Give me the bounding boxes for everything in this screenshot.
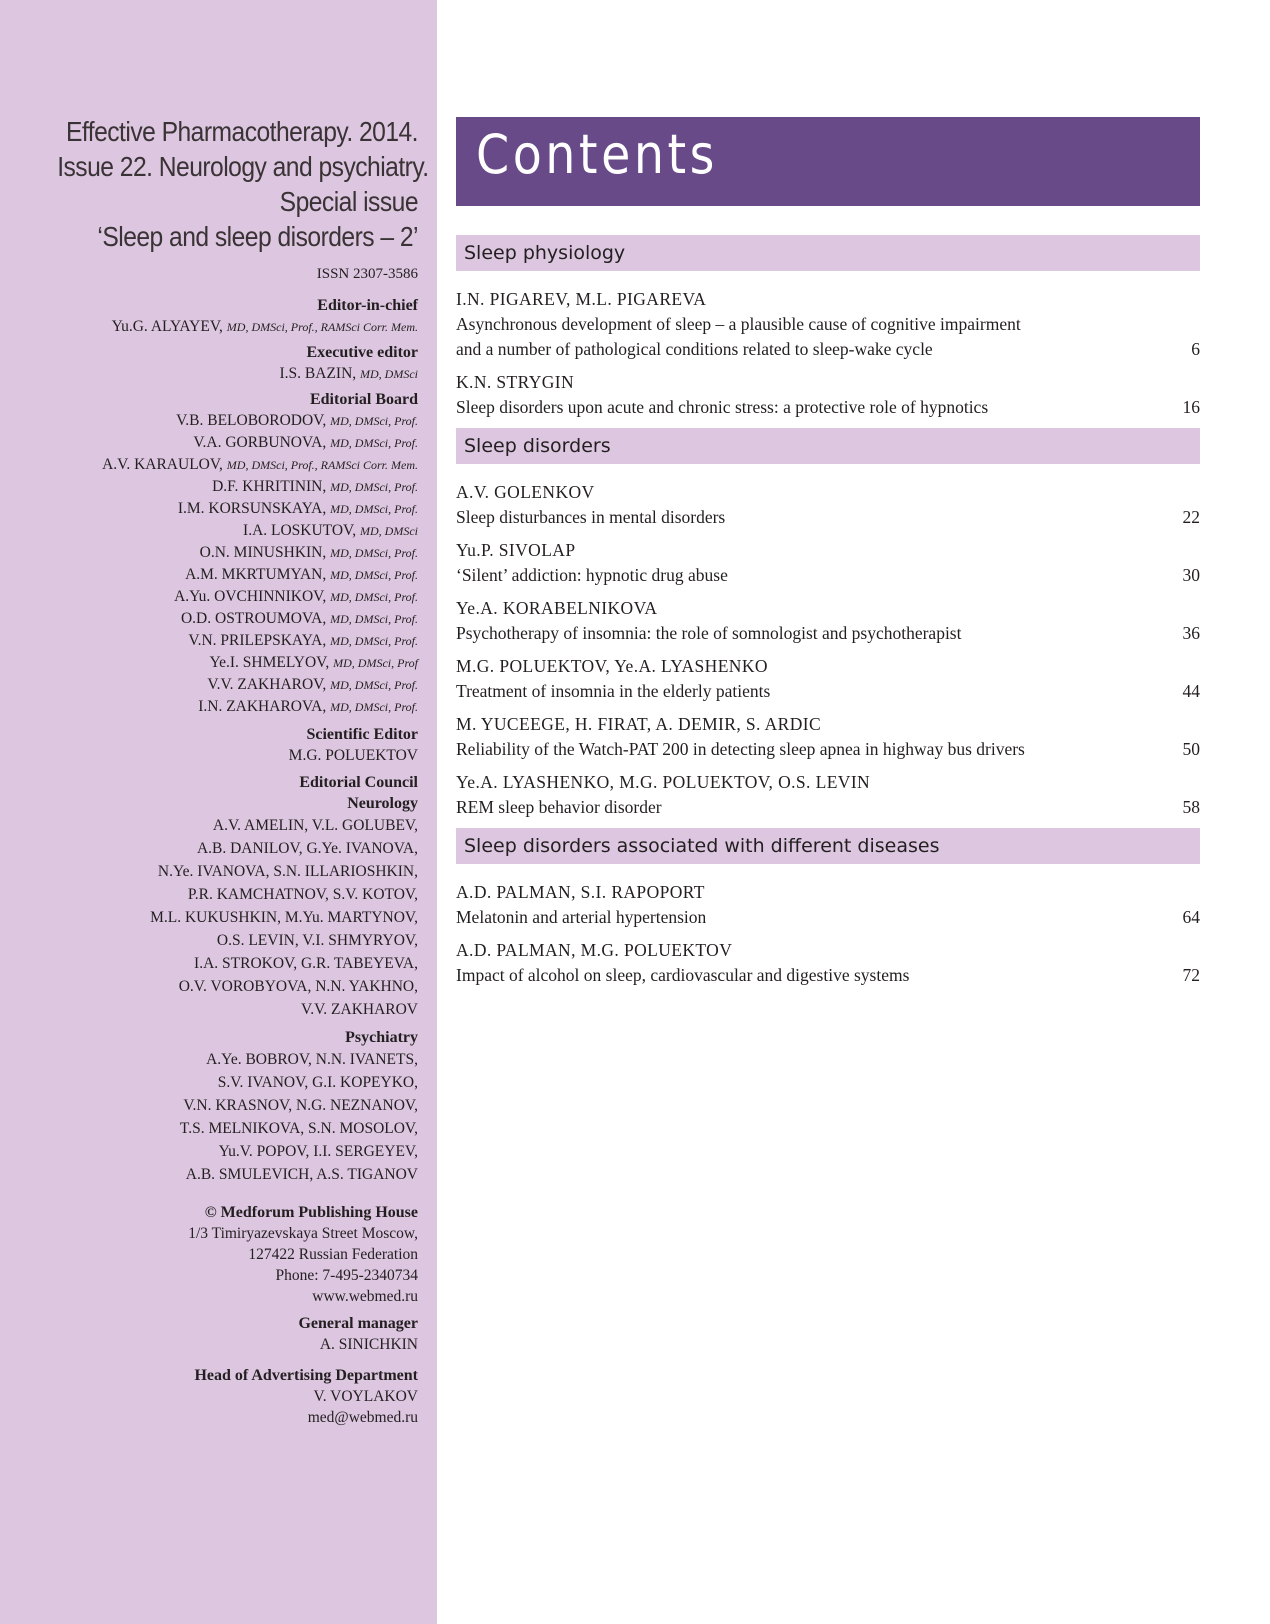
publisher-details bbox=[8, 1223, 418, 1307]
entry-page-number: 58 bbox=[1182, 797, 1200, 817]
advertising-line: med@webmed.ru bbox=[307, 1409, 418, 1426]
contents-entry bbox=[456, 938, 1200, 988]
person-line bbox=[8, 696, 418, 718]
entry-page-number: 6 bbox=[1191, 339, 1200, 359]
person-degree: MD, DMSci bbox=[360, 367, 418, 381]
person-name: O.N. MINUSHKIN, bbox=[199, 544, 327, 561]
psychiatry-list bbox=[8, 1048, 418, 1186]
contents-entry bbox=[456, 880, 1200, 930]
section-heading: Sleep physiology bbox=[456, 235, 1200, 271]
council-member-line: V.N. KRASNOV, N.G. NEZNANOV, bbox=[183, 1097, 418, 1114]
scientific-editor-section bbox=[8, 724, 418, 766]
person-degree: MD, DMSci, Prof bbox=[333, 656, 418, 670]
general-manager-heading: General manager bbox=[298, 1315, 418, 1332]
contents-entry bbox=[456, 654, 1200, 704]
person-line bbox=[8, 498, 418, 520]
advertising-line: V. VOYLAKOV bbox=[313, 1388, 418, 1405]
person-name: M.G. POLUEKTOV bbox=[288, 747, 418, 764]
journal-title-line: Issue 22. Neurology and psychiatry. bbox=[57, 151, 429, 182]
contents-entry bbox=[456, 770, 1200, 820]
section-entries bbox=[456, 480, 1200, 820]
journal-title-line: Special issue bbox=[279, 186, 418, 217]
contents-sections bbox=[456, 235, 1200, 988]
council-member-line: V.V. ZAKHAROV bbox=[301, 1001, 418, 1018]
advertising-section bbox=[8, 1365, 418, 1428]
entry-page-number: 16 bbox=[1182, 397, 1200, 417]
entry-authors: A.D. PALMAN, M.G. POLUEKTOV bbox=[456, 940, 733, 960]
publisher-section bbox=[8, 1202, 418, 1307]
entry-title-line: Reliability of the Watch-PAT 200 in detecting sleep apnea in highway bus drivers 50 bbox=[456, 737, 1200, 762]
contents-entry bbox=[456, 712, 1200, 762]
council-member-line: I.A. STROKOV, G.R. TABEYEVA, bbox=[194, 955, 418, 972]
person-degree: MD, DMSci, Prof. bbox=[330, 678, 418, 692]
council-member-line: O.S. LEVIN, V.I. SHMYRYOV, bbox=[216, 932, 418, 949]
entry-authors: M.G. POLUEKTOV, Ye.A. LYASHENKO bbox=[456, 656, 768, 676]
person-line bbox=[8, 564, 418, 586]
person-degree: MD, DMSci, Prof. bbox=[330, 700, 418, 714]
entry-title-line: Sleep disorders upon acute and chronic stress: a protective role of hypnotics 16 bbox=[456, 395, 1200, 420]
council-member-line: P.R. KAMCHATNOV, S.V. KOTOV, bbox=[187, 886, 418, 903]
executive-editor-section bbox=[8, 342, 418, 385]
entry-title-line: Asynchronous development of sleep – a plausible cause of cognitive impairment bbox=[456, 314, 1021, 334]
person-name: A.M. MKRTUMYAN, bbox=[185, 566, 327, 583]
entry-title-line: REM sleep behavior disorder 58 bbox=[456, 795, 1200, 820]
person-name: Ye.I. SHMELYOV, bbox=[209, 654, 330, 671]
entry-page-number: 72 bbox=[1182, 965, 1200, 985]
person-line bbox=[8, 652, 418, 674]
entry-authors: K.N. STRYGIN bbox=[456, 372, 575, 392]
publisher-line: www.webmed.ru bbox=[312, 1288, 418, 1305]
entry-page-number: 22 bbox=[1182, 507, 1200, 527]
council-member-line: T.S. MELNIKOVA, S.N. MOSOLOV, bbox=[179, 1120, 418, 1137]
entry-authors: Yu.P. SIVOLAP bbox=[456, 540, 576, 560]
editor-in-chief-list bbox=[8, 316, 418, 338]
person-degree: MD, DMSci, Prof. bbox=[330, 436, 418, 450]
entry-authors: M. YUCEEGE, H. FIRAT, A. DEMIR, S. ARDIC bbox=[456, 714, 822, 734]
council-member-line: N.Ye. IVANOVA, S.N. ILLARIOSHKIN, bbox=[157, 863, 418, 880]
section-heading: Sleep disorders bbox=[456, 428, 1200, 464]
issn: ISSN 2307-3586 bbox=[316, 266, 418, 282]
entry-title-line: Melatonin and arterial hypertension 64 bbox=[456, 905, 1200, 930]
publisher-line: Phone: 7-495-2340734 bbox=[275, 1267, 418, 1284]
editor-in-chief-heading: Editor-in-chief bbox=[317, 297, 418, 314]
person-degree: MD, DMSci, Prof., RAMSci Corr. Mem. bbox=[226, 320, 418, 334]
general-manager-name: A. SINICHKIN bbox=[319, 1336, 418, 1353]
publisher-line: 127422 Russian Federation bbox=[248, 1246, 418, 1263]
entry-page-number: 44 bbox=[1182, 681, 1200, 701]
person-line bbox=[8, 520, 418, 542]
editorial-board-section bbox=[8, 389, 418, 718]
council-member-line: M.L. KUKUSHKIN, M.Yu. MARTYNOV, bbox=[150, 909, 418, 926]
entry-title-line: ‘Silent’ addiction: hypnotic drug abuse 30 bbox=[456, 563, 1200, 588]
masthead bbox=[8, 114, 429, 1428]
editor-in-chief-section bbox=[8, 295, 418, 338]
section-heading: Sleep disorders associated with different diseases bbox=[456, 828, 1200, 864]
psychiatry-heading: Psychiatry bbox=[345, 1029, 418, 1046]
person-degree: MD, DMSci, Prof. bbox=[330, 546, 418, 560]
person-name: V.N. PRILEPSKAYA, bbox=[188, 632, 327, 649]
person-degree: MD, DMSci, Prof. bbox=[330, 634, 418, 648]
advertising-heading: Head of Advertising Department bbox=[194, 1367, 418, 1384]
council-member-line: A.V. AMELIN, V.L. GOLUBEV, bbox=[212, 817, 418, 834]
person-line bbox=[8, 630, 418, 652]
entry-authors: A.V. GOLENKOV bbox=[456, 482, 595, 502]
person-line bbox=[8, 476, 418, 498]
editorial-council-heading: Editorial Council bbox=[299, 774, 418, 791]
person-degree: MD, DMSci bbox=[360, 524, 418, 538]
person-line bbox=[8, 542, 418, 564]
entry-title-line: Sleep disturbances in mental disorders 22 bbox=[456, 505, 1200, 530]
person-line bbox=[8, 454, 418, 476]
person-name: A.V. KARAULOV, bbox=[102, 456, 223, 473]
entry-title-line: Psychotherapy of insomnia: the role of somnologist and psychotherapist 36 bbox=[456, 621, 1200, 646]
scientific-editor-list bbox=[8, 745, 418, 766]
journal-title bbox=[57, 114, 429, 254]
neurology-list bbox=[8, 814, 418, 1021]
person-name: A.Yu. OVCHINNIKOV, bbox=[174, 588, 327, 605]
entry-authors: Ye.A. LYASHENKO, M.G. POLUEKTOV, O.S. LEVIN bbox=[456, 772, 871, 792]
entry-page-number: 50 bbox=[1182, 739, 1200, 759]
contents-entry bbox=[456, 538, 1200, 588]
person-line bbox=[8, 316, 418, 338]
council-member-line: S.V. IVANOV, G.I. KOPEYKO, bbox=[217, 1074, 418, 1091]
contents-banner bbox=[456, 117, 1200, 206]
contents-title: Contents bbox=[476, 123, 718, 186]
executive-editor-list bbox=[8, 363, 418, 385]
entry-title-line: Impact of alcohol on sleep, cardiovascular and digestive systems 72 bbox=[456, 963, 1200, 988]
entry-page-number: 36 bbox=[1182, 623, 1200, 643]
person-name: V.A. GORBUNOVA, bbox=[193, 434, 327, 451]
council-member-line: A.B. SMULEVICH, A.S. TIGANOV bbox=[185, 1166, 418, 1183]
person-name: I.S. BAZIN, bbox=[279, 365, 357, 382]
person-degree: MD, DMSci, Prof., RAMSci Corr. Mem. bbox=[226, 458, 418, 472]
neurology-heading: Neurology bbox=[347, 795, 418, 812]
section-entries bbox=[456, 880, 1200, 988]
general-manager-section bbox=[8, 1313, 418, 1355]
person-name: D.F. KHRITININ, bbox=[212, 478, 327, 495]
contents-panel bbox=[456, 117, 1200, 996]
person-degree: MD, DMSci, Prof. bbox=[330, 568, 418, 582]
entry-authors: A.D. PALMAN, S.I. RAPOPORT bbox=[456, 882, 705, 902]
person-name: I.A. LOSKUTOV, bbox=[243, 522, 357, 539]
executive-editor-heading: Executive editor bbox=[306, 344, 418, 361]
masthead-sidebar bbox=[0, 0, 437, 1624]
journal-title-line: ‘Sleep and sleep disorders – 2’ bbox=[97, 221, 418, 252]
person-degree: MD, DMSci, Prof. bbox=[330, 480, 418, 494]
contents-entry bbox=[456, 596, 1200, 646]
person-degree: MD, DMSci, Prof. bbox=[330, 502, 418, 516]
council-member-line: O.V. VOROBYOVA, N.N. YAKHNO, bbox=[178, 978, 418, 995]
person-name: I.N. ZAKHAROVA, bbox=[198, 698, 327, 715]
publisher-line: 1/3 Timiryazevskaya Street Moscow, bbox=[188, 1225, 418, 1242]
entry-title-line: Treatment of insomnia in the elderly patients 44 bbox=[456, 679, 1200, 704]
person-line bbox=[8, 674, 418, 696]
person-line bbox=[8, 363, 418, 385]
publisher-heading: © Medforum Publishing House bbox=[204, 1204, 418, 1221]
council-member-line: A.B. DANILOV, G.Ye. IVANOVA, bbox=[196, 840, 418, 857]
person-name: V.V. ZAKHAROV, bbox=[207, 676, 327, 693]
entry-title-line: and a number of pathological conditions related to sleep-wake cycle 6 bbox=[456, 337, 1200, 362]
person-line bbox=[8, 745, 418, 766]
person-line bbox=[8, 586, 418, 608]
council-member-line: Yu.V. POPOV, I.I. SERGEYEV, bbox=[218, 1143, 418, 1160]
person-line bbox=[8, 432, 418, 454]
council-member-line: A.Ye. BOBROV, N.N. IVANETS, bbox=[206, 1051, 418, 1068]
editorial-council-section bbox=[8, 772, 418, 1186]
entry-authors: I.N. PIGAREV, M.L. PIGAREVA bbox=[456, 289, 707, 309]
general-manager-list bbox=[8, 1334, 418, 1355]
person-degree: MD, DMSci, Prof. bbox=[330, 590, 418, 604]
contents-entry bbox=[456, 370, 1200, 420]
editorial-board-list bbox=[8, 410, 418, 718]
person-name: O.D. OSTROUMOVA, bbox=[180, 610, 327, 627]
section-entries bbox=[456, 287, 1200, 420]
person-line bbox=[8, 410, 418, 432]
entry-page-number: 64 bbox=[1182, 907, 1200, 927]
editorial-board-heading: Editorial Board bbox=[309, 391, 418, 408]
person-name: V.B. BELOBORODOV, bbox=[176, 412, 327, 429]
contents-entry bbox=[456, 480, 1200, 530]
person-degree: MD, DMSci, Prof. bbox=[330, 414, 418, 428]
entry-page-number: 30 bbox=[1182, 565, 1200, 585]
person-degree: MD, DMSci, Prof. bbox=[330, 612, 418, 626]
journal-title-line: Effective Pharmacotherapy. 2014. bbox=[65, 116, 418, 147]
contents-entry bbox=[456, 287, 1200, 362]
person-name: Yu.G. ALYAYEV, bbox=[111, 318, 223, 335]
person-line bbox=[8, 608, 418, 630]
entry-authors: Ye.A. KORABELNIKOVA bbox=[456, 598, 658, 618]
advertising-list bbox=[8, 1386, 418, 1428]
scientific-editor-heading: Scientific Editor bbox=[306, 726, 418, 743]
person-name: I.M. KORSUNSKAYA, bbox=[177, 500, 327, 517]
